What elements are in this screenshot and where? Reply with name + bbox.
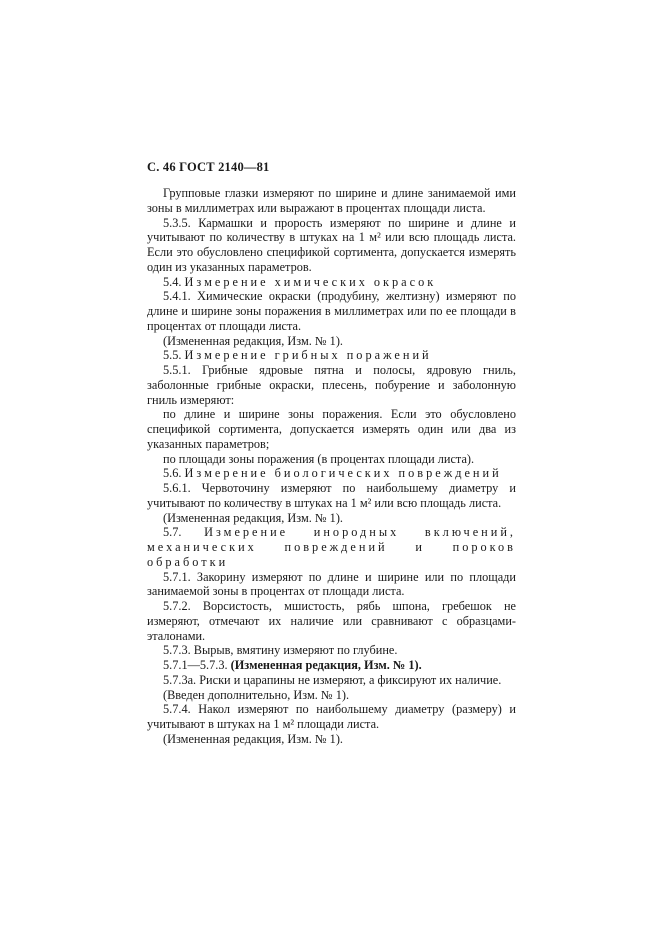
paragraph: 5.7.1. Закорину измеряют по длине и ширине или по площади занимаемой зоны в процентах от площади листа. [147, 569, 516, 599]
revision-note [147, 658, 516, 673]
revision-note: (Введен дополнительно, Изм. № 1). [163, 687, 350, 702]
paragraph: 5.7.3. Вырыв, вмятину измеряют по глубине. [163, 643, 398, 658]
revision-note: (Измененная редакция, Изм. № 1). [163, 333, 344, 348]
paragraph: 5.7.3а. Риски и царапины не измеряют, а фиксируют их наличие. [163, 672, 502, 687]
paragraph: по длине и ширине зоны поражения. Если это обусловлено спецификой сортимента, допускается измерять один или два из указанных параметров; [147, 407, 516, 451]
paragraph: Групповые глазки измеряют по ширине и длине занимаемой ими зоны в миллиметрах или выражают в процентах площади листа. [147, 186, 516, 215]
paragraph: 5.6.1. Червоточину измеряют по наибольшему диаметру и учитывают по количеству в штуках на 1 м² или всю площадь листа. [147, 481, 516, 510]
section-number: 5.5. [163, 348, 182, 363]
revision-note: (Измененная редакция, Изм. № 1). [163, 731, 344, 746]
page-header: С. 46 ГОСТ 2140—81 [147, 160, 270, 174]
section-title: Измерение грибных поражений [184, 348, 432, 363]
paragraph: по площади зоны поражения (в процентах площади листа). [163, 451, 475, 466]
section-heading [147, 525, 516, 569]
section-heading [147, 348, 516, 363]
paragraph: 5.3.5. Кармашки и прорость измеряют по ширине и длине и учитывают по количеству в штуках на 1 м² или всю площадь листа. Если это обусловлено спецификой сортимента, допускается измерять один из указанных параметров. [147, 215, 516, 274]
section-number: 5.6. [163, 466, 182, 481]
section-title: Измерение инородных включений, механических повреждений и пороков обработки [147, 525, 516, 569]
section-title: Измерение химических окрасок [184, 274, 437, 289]
section-title: Измерение биологических повреждений [184, 466, 502, 481]
paragraph: 5.4.1. Химические окраски (продубину, желтизну) измеряют по длине и ширине зоны поражения в миллиметрах или по ее площади в процентах от площади листа. [147, 289, 516, 333]
clause-range: 5.7.1—5.7.3. [163, 658, 228, 672]
bold-note: (Измененная редакция, Изм. № 1). [230, 658, 422, 672]
paragraph: 5.7.4. Накол измеряют по наибольшему диаметру (размеру) и учитывают в штуках на 1 м² площади листа. [147, 702, 516, 731]
section-heading [147, 275, 516, 290]
section-number: 5.4. [163, 274, 182, 289]
paragraph: 5.5.1. Грибные ядровые пятна и полосы, ядровую гниль, заболонные грибные окраски, плесень, побурение и заболонную гниль измеряют: [147, 363, 516, 407]
paragraph: 5.7.2. Ворсистость, мшистость, рябь шпона, гребешок не измеряют, отмечают их наличие или сравнивают с образцами-эталонами. [147, 599, 516, 643]
revision-note: (Измененная редакция, Изм. № 1). [163, 510, 344, 525]
section-heading [147, 466, 516, 481]
section-number: 5.7. [163, 525, 182, 540]
document-body [147, 186, 516, 747]
